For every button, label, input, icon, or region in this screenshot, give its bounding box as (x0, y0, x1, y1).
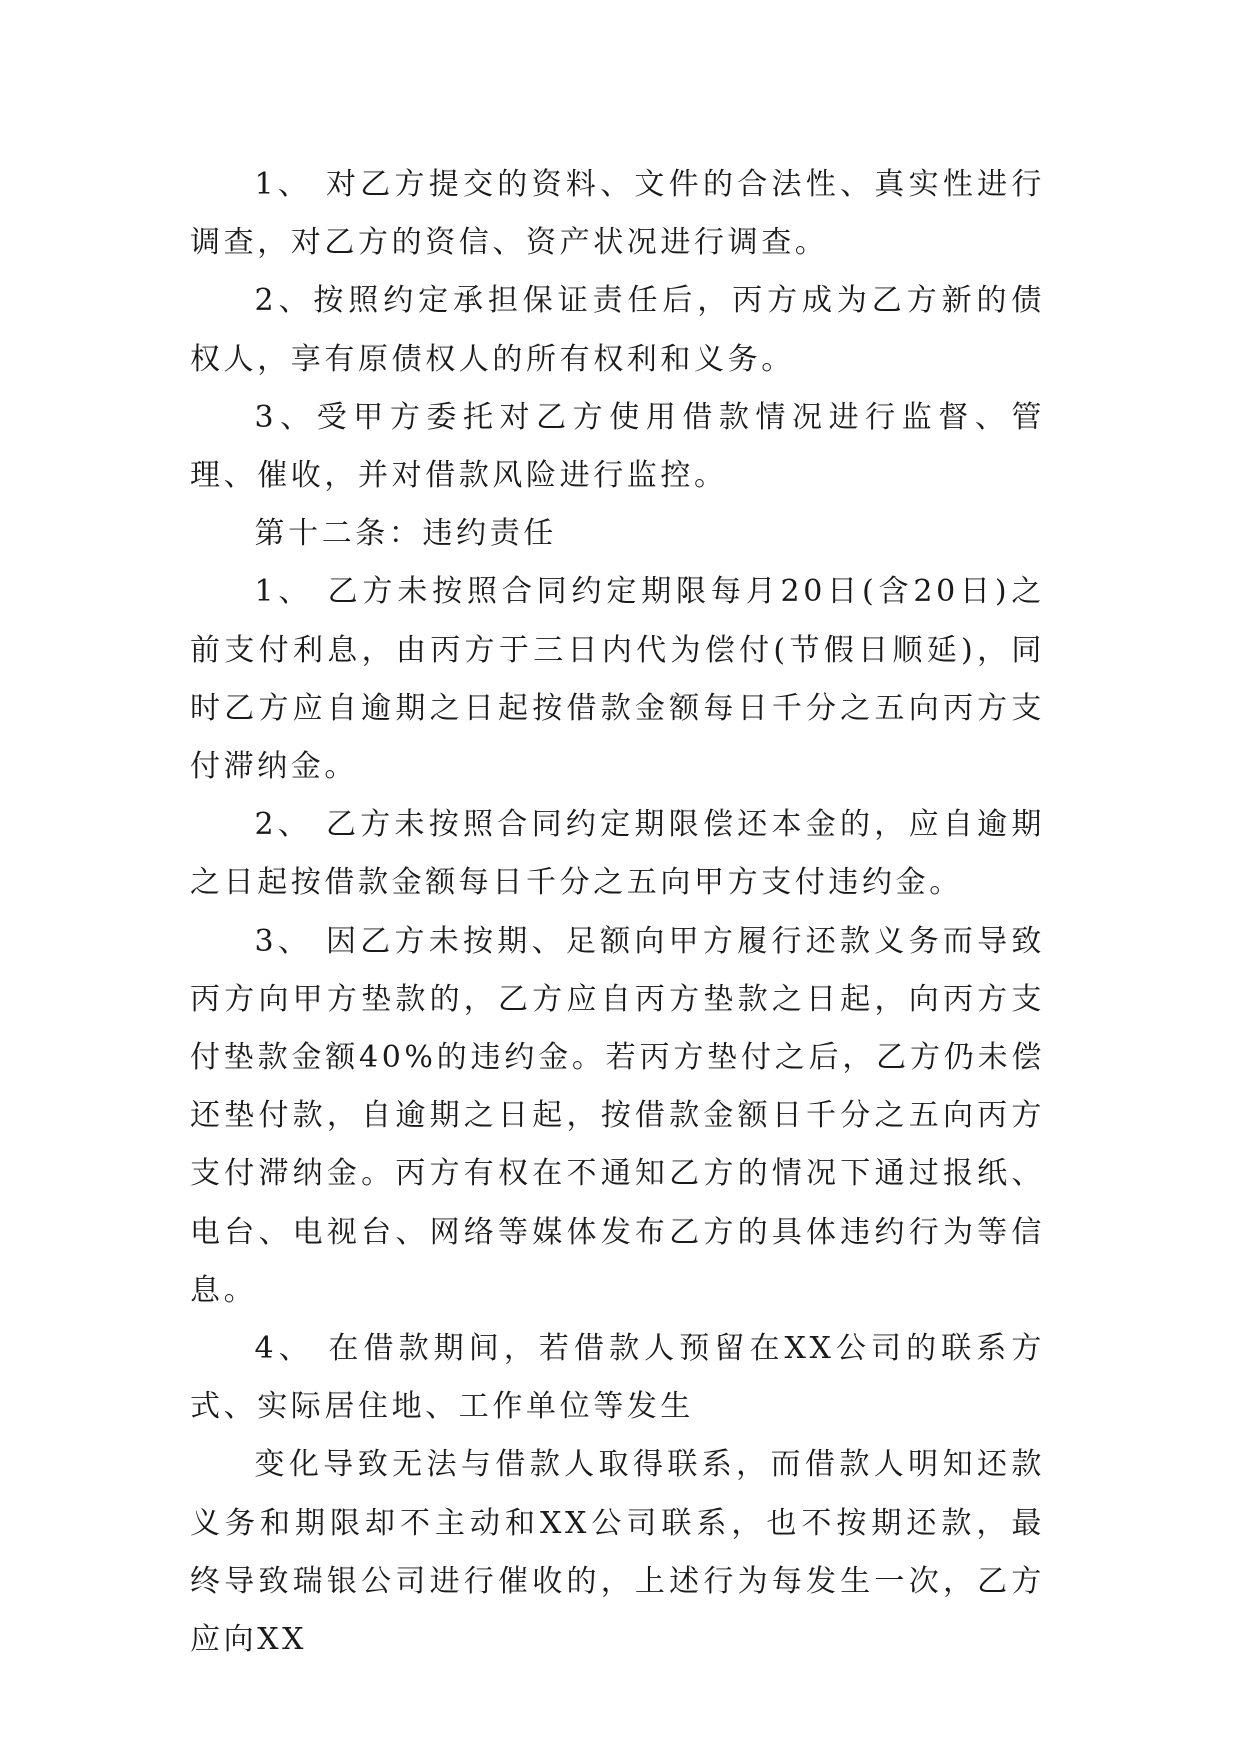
paragraph-clause-2-creditor: 2、按照约定承担保证责任后，丙方成为乙方新的债权人，享有原债权人的所有权利和义务。 (190, 283, 1045, 377)
paragraph-clause-1-investigation: 1、 对乙方提交的资料、文件的合法性、真实性进行调查，对乙方的资信、资产状况进行调查。 (190, 167, 1045, 261)
paragraph-breach-3-advance: 3、 因乙方未按期、足额向甲方履行还款义务而导致丙方向甲方垫款的，乙方应自丙方垫款之日起，向丙方支付垫款金额40%的违约金。若丙方垫付之后，乙方仍未偿还垫付款，自逾期之日起，按借款金额日千分之五向丙方支付滞纳金。丙方有权在不通知乙方的情况下通过报纸、电台、电视台、网络等媒体发布乙方的具体违约行为等信息。 (190, 923, 1045, 1308)
paragraph-breach-2-principal: 2、 乙方未按照合同约定期限偿还本金的，应自逾期之日起按借款金额每日千分之五向甲方支付违约金。 (190, 807, 1045, 901)
paragraph-breach-4-continued: 变化导致无法与借款人取得联系，而借款人明知还款义务和期限却不主动和XX公司联系，也不按期还款，最终导致瑞银公司进行催收的，上述行为每发生一次，乙方应向XX (190, 1447, 1045, 1658)
paragraph-breach-4-contact: 4、 在借款期间，若借款人预留在XX公司的联系方式、实际居住地、工作单位等发生 (190, 1331, 1045, 1425)
paragraph-breach-1-interest: 1、 乙方未按照合同约定期限每月20日(含20日)之前支付利息，由丙方于三日内代为偿付(节假日顺延)，同时乙方应自逾期之日起按借款金额每日千分之五向丙方支付滞纳金。 (190, 574, 1045, 785)
section-heading-article-12: 第十二条：违约责任 (254, 516, 557, 552)
paragraph-clause-3-supervision: 3、受甲方委托对乙方使用借款情况进行监督、管理、催收，并对借款风险进行监控。 (190, 399, 1045, 494)
document-body (190, 156, 1045, 1669)
